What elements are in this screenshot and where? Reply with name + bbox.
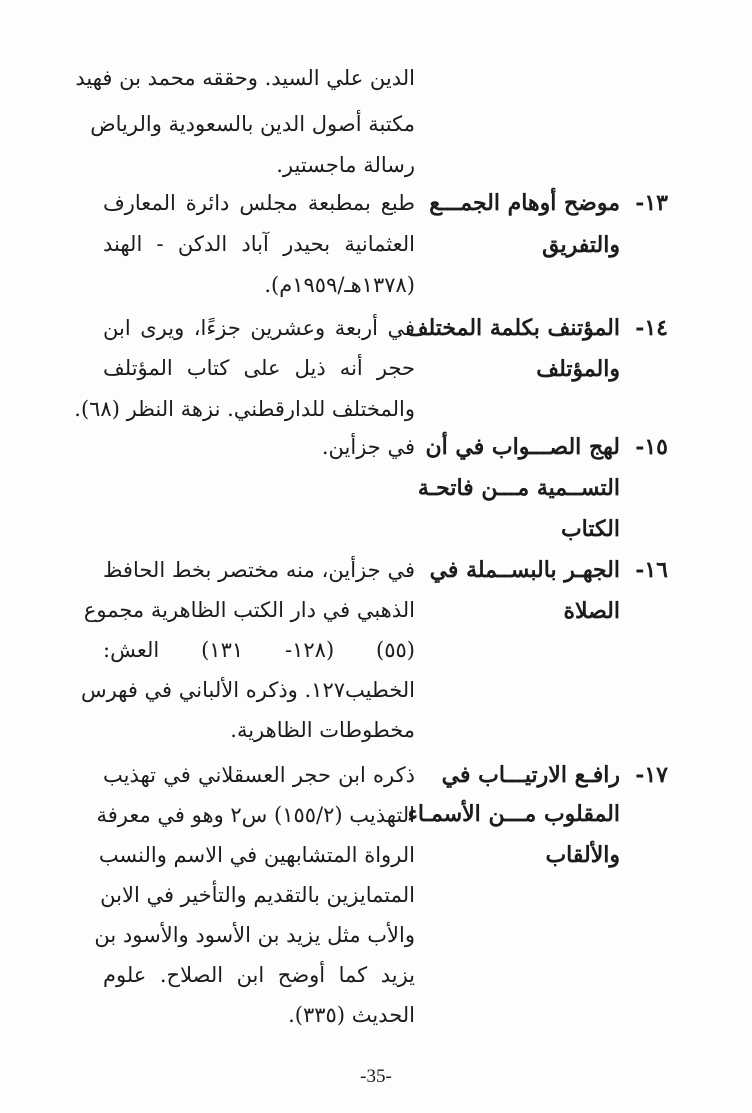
entry-desc-line: طبع بمطبعة مجلس دائرة المعارف [103,191,415,215]
intro-line: الدين علي السيد. وحققه محمد بن فهيد [75,66,415,90]
entry-desc-line: والأب مثل يزيد بن الأسود والأسود بن [94,923,415,947]
entry-desc-line: في أربعة وعشرين جزءًا، ويرى ابن [103,316,415,340]
entry-title: موضح أوهام الجمـــع [429,190,620,216]
entry-desc-line: مخطوطات الظاهرية. [230,718,415,742]
entry-title: التســمية مـــن فاتحـة [417,475,620,501]
entry-desc-line: حجر أنه ذيل على كتاب المؤتلف [103,356,415,380]
entry-title: المقلوب مـــن الأسمـاء [407,801,620,827]
entry-number: ١٤- [635,315,668,341]
entry-desc-line: يزيد كما أوضح ابن الصلاح. علوم [103,963,415,987]
page-number: -35- [360,1066,392,1087]
entry-desc-line: الذهبي في دار الكتب الظاهرية مجموع [83,598,415,622]
entry-title: رافـع الارتيـــاب في [441,762,620,788]
entry-desc-line: ذكره ابن حجر العسقلاني في تهذيب [103,763,415,787]
entry-desc-line: المتمايزين بالتقديم والتأخير في الابن [100,883,415,907]
entry-desc-line: في جزأين. [321,435,415,459]
entry-desc-line: (١٣٧٨هـ/١٩٥٩م). [264,273,415,297]
entry-number: ١٥- [635,434,668,460]
entry-title: والألقاب [545,842,620,868]
entry-desc-line: التهذيب (١٥٥/٢) س٢ وهو في معرفة [96,803,415,827]
entry-number: ١٧- [635,762,668,788]
entry-number: ١٣- [635,190,668,216]
entry-title: الصلاة [563,598,620,624]
entry-desc-line: في جزأين، منه مختصر بخط الحافظ [103,558,415,582]
entry-desc-line: والمختلف للدارقطني. نزهة النظر (٦٨). [74,397,415,421]
entry-desc-line: (٥٥) (١٢٨- ١٣١) العش: [103,638,415,662]
entry-desc-line: العثمانية بحيدر آباد الدكن - الهند [103,232,415,256]
entry-title: والمؤتلف [536,356,620,382]
entry-desc-line: الرواة المتشابهين في الاسم والنسب [98,843,415,867]
entry-title: والتفريق [542,232,620,258]
entry-title: الجهـر بالبســملة في [429,557,620,583]
entry-title: الكتاب [560,516,620,542]
entry-title: المؤتنف بكلمة المختلف [405,315,620,341]
entry-desc-line: الحديث (٣٣٥). [288,1003,415,1027]
entry-number: ١٦- [635,557,668,583]
intro-line: رسالة ماجستير. [276,153,415,177]
entry-title: لهج الصـــواب في أن [425,434,620,460]
entry-desc-line: الخطيب١٢٧. وذكره الألباني في فهرس [80,678,415,702]
intro-line: مكتبة أصول الدين بالسعودية والرياض [90,112,415,136]
